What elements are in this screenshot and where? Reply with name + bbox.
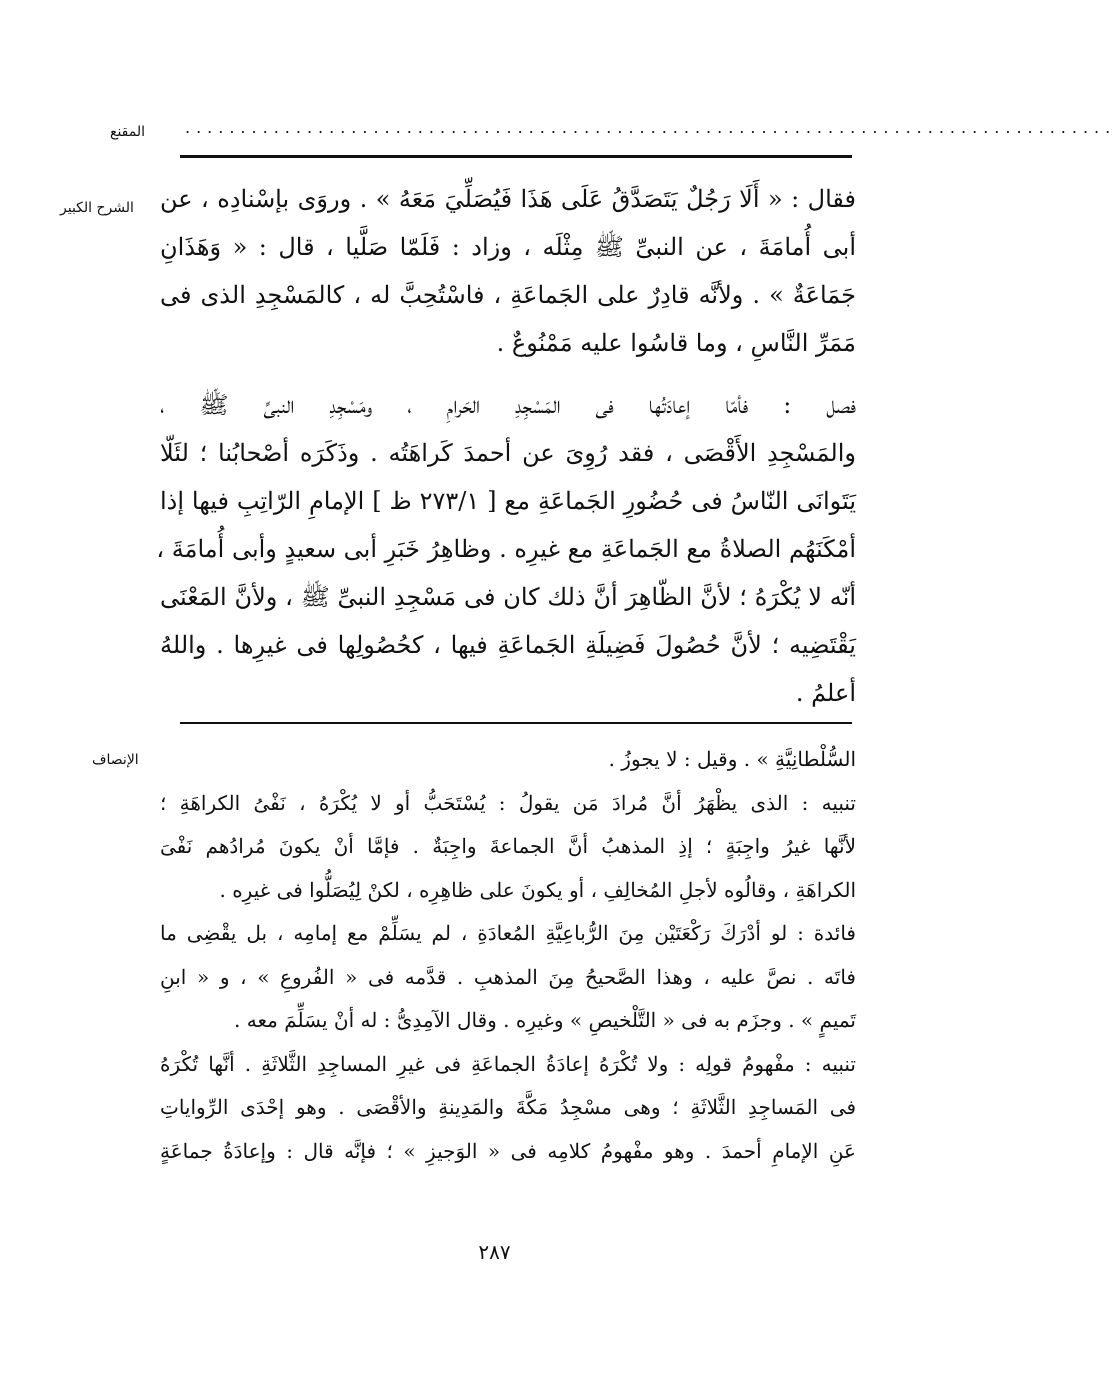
- sharh-line: أبى أُمامَةَ ، عن النبىِّ ﷺ مِثْلَه ، وزاد : فَلَمّا صَلَّيا ، قال : « وَهَذَانِ: [160, 233, 856, 261]
- insaf-line: فاتَه . نصَّ عليه ، وهذا الصَّحيحُ مِنَ المذهبِ . قدَّمه فى « الفُروعِ » ، و « ابنِ: [160, 964, 856, 989]
- paragraph-gap: [160, 367, 856, 381]
- sharh-text-block: [156, 175, 857, 717]
- section-divider: [180, 722, 852, 724]
- insaf-line: عَنِ الإمامِ أحمدَ . وهو مفْهومُ كلامِه فى « الوَجيزِ » ؛ فإنَّه قال : وإعادَةُ جماعَةٍ: [160, 1138, 856, 1163]
- sharh-line: فقال : « أَلَا رَجُلٌ يَتَصَدَّقُ عَلَى هَذَا فَيُصَلِّيَ مَعَهُ » . وروَى بإسْنادِه ، عن: [160, 185, 856, 213]
- header-dots-divider: ....................................................................................: [185, 118, 1116, 137]
- insaf-line: تنبيه : الذى يظْهَرُ أنَّ مُرادَ مَن يقولُ : يُسْتَحَبُّ أو لا يُكْرَهُ ، نَفْىُ الكراهَةِ ؛: [160, 790, 856, 815]
- muqni-label: المقنع: [110, 124, 146, 140]
- insaf-line: تَميمٍ » . وجزَم به فى « التَّلْخيصِ » وغيرِه . وقال الآمِدِىُّ : له أنْ يسَلِّمَ معه .: [234, 1008, 856, 1032]
- fasl-line: والمَسْجِدِ الأَقْصَى ، فقد رُوِىَ عن أحمدَ كَراهَتُه . وذَكَرَه أصْحابُنا ؛ لئَلّا: [160, 439, 856, 467]
- sharh-line: مَمَرِّ النَّاسِ ، وما قاسُوا عليه مَمْنُوعٌ .: [496, 329, 856, 357]
- fasl-line: أمْكَنَهُم الصلاةُ مع الجَماعَةِ مع غيرِه . وظاهِرُ خَبَرِ أبى سعيدٍ وأبى أُمامَةَ ،: [156, 535, 856, 563]
- insaf-line: تنبيه : مفْهومُ قولِه : ولا تُكْرَهُ إعادَةُ الجماعَةِ فى غيرِ المساجِدِ الثَّلاثَةِ . أنَّها تُكْرَهُ: [160, 1051, 856, 1076]
- insaf-line: السُّلْطانِيَّةِ » . وقيل : لا يجوزُ .: [608, 747, 856, 771]
- insaf-line: الكراهَةِ ، وقالُوه لأجلِ المُخالِفِ ، أو يكونَ على ظاهِرِه ، لكنْ لِيُصَلُّوا فى غيرِه .: [219, 877, 856, 902]
- page-number: ٢٨٧: [478, 1240, 511, 1264]
- fasl-line: يَقْتَضِيه ؛ لأنَّ حُصُولَ فَضِيلَةِ الجَماعَةِ فيها ، كحُصُولِها فى غيرِها . واللهُ: [160, 631, 856, 659]
- insaf-line: فائدة : لو أدْرَكَ رَكْعَتَيْن مِنَ الرُّباعِيَّةِ المُعادَةِ ، لم يسَلِّمْ مع إمامِه ، بل يقْضِى ما: [160, 921, 856, 945]
- fasl-line: فصل : فأمّا إعادَتُها فى المَسْجِدِ الحَرامِ ، ومَسْجِدِ النبىِّ ﷺ ،: [160, 391, 856, 419]
- insaf-text-block: [160, 738, 856, 1173]
- insaf-line: لأنَّها غيرُ واجِبَةٍ ؛ إذِ المذهبُ أنَّ الجماعةَ واجِبَةٌ . فإمَّا أنْ يكونَ مُرادُهم نَفْىَ: [160, 834, 856, 858]
- sharh-line: جَمَاعَةٌ » . ولأنَّه قادِرٌ على الجَماعَةِ ، فاسْتُحِبَّ له ، كالمَسْجِدِ الذى فى: [160, 281, 856, 309]
- header-rule: [180, 155, 852, 158]
- sharh-label: الشرح الكبير: [60, 200, 134, 216]
- fasl-line: أعلمُ .: [795, 679, 856, 707]
- fasl-line: يَتَوانَى النّاسُ فى حُضُورِ الجَماعَةِ مع [ ٢٧٣/١ ظ ] الإمامِ الرّاتِبِ فيها إذا: [160, 487, 857, 515]
- insaf-line: فى المَساجِدِ الثَّلاثَةِ ؛ وهى مسْجِدُ مَكَّةَ والمَدِينةِ والأقْصَى . وهو إحْدَى الرِّواياتِ: [160, 1095, 856, 1119]
- insaf-label: الإنصاف: [92, 752, 139, 768]
- fasl-line: أنّه لا يُكْرَهُ ؛ لأنَّ الظّاهِرَ أنَّ ذلك كان فى مَسْجِدِ النبىِّ ﷺ ، ولأنَّ المَعْنَى: [160, 583, 856, 611]
